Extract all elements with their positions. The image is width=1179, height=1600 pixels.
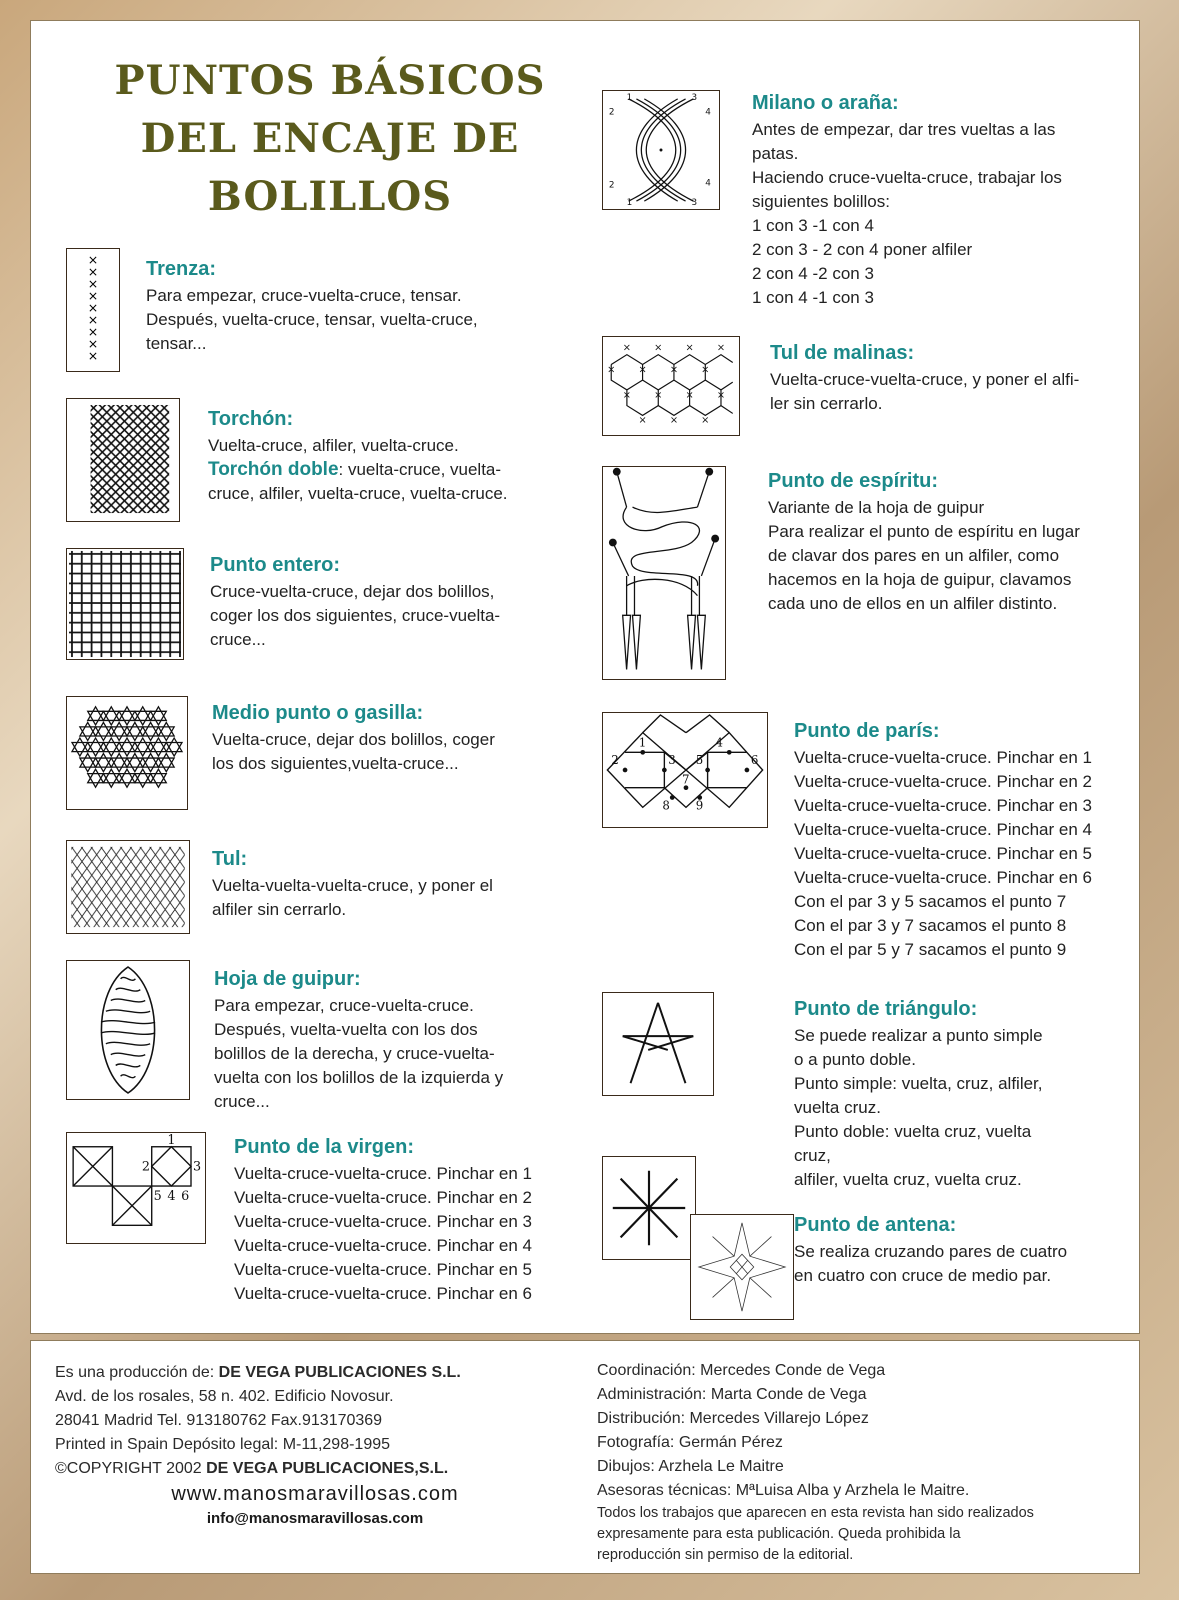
entry-line: Vuelta-cruce-vuelta-cruce. Pinchar en 4: [794, 820, 1092, 839]
entry-line: Punto simple: vuelta, cruz, alfiler,: [794, 1074, 1043, 1093]
credit-line: Fotografía: Germán Pérez: [597, 1434, 783, 1451]
entry-line: Para empezar, cruce-vuelta-cruce.: [214, 996, 474, 1015]
punto-triangulo-diagram: [602, 992, 714, 1096]
tul-malinas-svg: [603, 337, 739, 435]
entry-line: Vuelta-cruce-vuelta-cruce. Pinchar en 4: [234, 1236, 532, 1255]
entry-line: Vuelta-vuelta-vuelta-cruce, y poner el: [212, 876, 493, 895]
producer-line: [55, 1361, 575, 1385]
lattice-triangle-down: [135, 742, 151, 756]
entry-line: tensar...: [146, 334, 207, 353]
lattice-triangle-down: [119, 742, 135, 756]
entry-title: Punto de antena:: [794, 1214, 957, 1236]
lattice-triangle-down: [127, 758, 143, 772]
entry-line: siguientes bolillos:: [752, 192, 890, 211]
credit-line: Coordinación: Mercedes Conde de Vega: [597, 1362, 886, 1379]
trenza-cross-mark: ×: [87, 336, 99, 352]
hoja-guipur-svg: [67, 961, 189, 1099]
entry-line: Para realizar el punto de espíritu en lugar: [768, 522, 1080, 541]
entry-line: Vuelta-cruce-vuelta-cruce. Pinchar en 2: [794, 772, 1092, 791]
trenza-cross-mark: ×: [87, 348, 99, 364]
credit-line: Dibujos: Arzhela Le Maitre: [597, 1458, 784, 1475]
publisher-info: [55, 1361, 575, 1527]
entry-line: Vuelta-cruce-vuelta-cruce. Pinchar en 5: [794, 844, 1092, 863]
lattice-triangle-up: [119, 769, 135, 783]
lattice-triangle-up: [111, 754, 127, 768]
guipur-weave-line: [121, 977, 136, 980]
lattice-triangle-down: [103, 774, 119, 788]
title-line-3: BOLILLOS: [207, 173, 453, 220]
torchon-svg: [67, 399, 179, 521]
milano-svg: [603, 91, 719, 209]
entry-line: cruce...: [214, 1092, 270, 1111]
lattice-triangle-down: [111, 727, 127, 741]
address-line: Avd. de los rosales, 58 n. 402. Edificio Novosur.: [55, 1388, 394, 1405]
punto-espiritu-diagram: [602, 466, 726, 680]
lattice-triangle-up: [158, 722, 174, 736]
entry-title: Medio punto o gasilla:: [212, 702, 424, 724]
lattice-triangle-up: [135, 769, 151, 783]
entry-line: Para empezar, cruce-vuelta-cruce, tensar.: [146, 286, 462, 305]
entry-line-part: : vuelta-cruce, vuelta-: [338, 460, 502, 479]
entry-line: Vuelta-cruce-vuelta-cruce. Pinchar en 3: [234, 1212, 532, 1231]
lattice-triangle-down: [80, 727, 96, 741]
milano-diagram: [602, 90, 720, 210]
credit-line: Administración: Marta Conde de Vega: [597, 1386, 867, 1403]
paris-num-4: 4: [715, 735, 723, 750]
entry-line: Vuelta-cruce-vuelta-cruce. Pinchar en 6: [234, 1284, 532, 1303]
lattice-triangle-down: [80, 758, 96, 772]
trenza-cross-mark: ×: [87, 275, 99, 291]
credit-line: Distribución: Mercedes Villarejo López: [597, 1410, 869, 1427]
guipur-weave-line: [116, 1064, 141, 1067]
milano-num: 1: [626, 198, 633, 209]
punto-espiritu-svg: [603, 467, 725, 679]
entry-tul-malinas: [770, 342, 1079, 416]
entry-title: Trenza:: [146, 258, 217, 280]
punto-antena-diagram: [602, 1156, 696, 1260]
lattice-triangle-down: [135, 774, 151, 788]
lattice-triangle-down: [96, 727, 112, 741]
entry-punto-triangulo: [794, 998, 1043, 1192]
entry-line: 1 con 3 -1 con 4: [752, 216, 874, 235]
malinas-cross-mark: ×: [716, 342, 726, 354]
entry-title: Punto de la virgen:: [234, 1136, 415, 1158]
guipur-weave-line: [106, 1042, 150, 1045]
entry-line: Cruce-vuelta-cruce, dejar dos bolillos,: [210, 582, 495, 601]
lattice-triangle-down: [158, 727, 174, 741]
entry-line: Variante de la hoja de guipur: [768, 498, 985, 517]
lattice-triangle-down: [96, 758, 112, 772]
medio-punto-diagram: [66, 696, 188, 810]
entry-medio-punto: [212, 702, 495, 776]
guipur-weave-line: [101, 1032, 155, 1035]
entry-title: Tul de malinas:: [770, 342, 915, 364]
torchon-diagram: [66, 398, 180, 522]
lattice-triangle-up: [119, 738, 135, 752]
punto-virgen-svg: [67, 1133, 205, 1243]
entry-line: Con el par 5 y 7 sacamos el punto 9: [794, 940, 1067, 959]
milano-num: 2: [608, 180, 615, 191]
staff-credits: [597, 1359, 1127, 1566]
malinas-cross-mark: ×: [685, 389, 694, 401]
antena-star-diagram: [690, 1214, 794, 1320]
malinas-cross-mark: ×: [654, 342, 663, 354]
lattice-triangle-up: [143, 754, 159, 768]
lattice-triangle-up: [88, 769, 104, 783]
page-title: [60, 52, 600, 226]
punto-paris-svg: [603, 713, 767, 827]
virgen-num-4: 4: [167, 1188, 176, 1204]
entry-line: alfiler sin cerrarlo.: [212, 900, 347, 919]
entry-trenza: [146, 258, 478, 356]
entry-line: Después, vuelta-vuelta con los dos: [214, 1020, 478, 1039]
lattice-triangle-up: [158, 754, 174, 768]
entry-line: hacemos en la hoja de guipur, clavamos: [768, 570, 1072, 589]
entry-line: Se realiza cruzando pares de cuatro: [794, 1242, 1068, 1261]
entry-line: 1 con 4 -1 con 3: [752, 288, 874, 307]
entry-punto-virgen: [234, 1136, 532, 1306]
entry-line: Vuelta-cruce-vuelta-cruce. Pinchar en 2: [234, 1188, 532, 1207]
entry-line: Vuelta-cruce-vuelta-cruce. Pinchar en 6: [794, 868, 1092, 887]
entry-line: Haciendo cruce-vuelta-cruce, trabajar los: [752, 168, 1062, 187]
malinas-cross-mark: ×: [622, 342, 632, 354]
lattice-triangle-down: [127, 727, 143, 741]
antena-star-svg: [691, 1215, 793, 1319]
paris-num-3: 3: [668, 753, 676, 768]
entry-line: 2 con 3 - 2 con 4 poner alfiler: [752, 240, 973, 259]
guipur-weave-line: [121, 1075, 136, 1078]
entry-torchon: [208, 408, 508, 506]
lattice-triangle-up: [127, 722, 143, 736]
malinas-cross-mark: ×: [701, 415, 710, 427]
tul-svg: [67, 841, 189, 933]
entry-hoja-guipur: [214, 968, 503, 1114]
entry-line: ler sin cerrarlo.: [770, 394, 883, 413]
credits-panel: [30, 1340, 1140, 1574]
lattice-triangle-down: [135, 711, 151, 725]
entry-line: Vuelta-cruce-vuelta-cruce. Pinchar en 3: [794, 796, 1092, 815]
virgen-num-1: 1: [167, 1133, 176, 1148]
lattice-triangle-down: [119, 711, 135, 725]
malinas-cross-mark: ×: [607, 364, 616, 376]
paris-num-1: 1: [638, 735, 647, 750]
paris-num-6: 6: [750, 753, 759, 768]
malinas-cross-mark: ×: [622, 389, 632, 401]
credit-line: Asesoras técnicas: MªLuisa Alba y Arzhela le Maitre.: [597, 1482, 970, 1499]
entry-milano: [752, 92, 1062, 310]
malinas-cross-mark: ×: [638, 415, 647, 427]
trenza-cross-mark: ×: [87, 299, 99, 315]
virgen-num-6: 6: [181, 1188, 190, 1204]
entry-line: Vuelta-cruce-vuelta-cruce. Pinchar en 1: [794, 748, 1092, 767]
punto-entero-svg: [67, 549, 183, 659]
lattice-triangle-up: [151, 738, 167, 752]
medio-punto-svg: [67, 697, 187, 809]
entry-line: Punto doble: vuelta cruz, vuelta: [794, 1122, 1032, 1141]
trenza-cross-mark: ×: [87, 263, 99, 279]
lattice-triangle-up: [103, 707, 119, 721]
trenza-cross-mark: ×: [87, 287, 99, 303]
entry-punto-antena: [794, 1214, 1067, 1288]
entry-line: alfiler, vuelta cruz, vuelta cruz.: [794, 1170, 1022, 1189]
malinas-cross-mark: ×: [654, 389, 663, 401]
tul-malinas-diagram: [602, 336, 740, 436]
entry-line: de clavar dos pares en un alfiler, como: [768, 546, 1060, 565]
email-link[interactable]: info@manosmaravillosas.com: [206, 1510, 424, 1527]
entry-line: coger los dos siguientes, cruce-vuelta-: [210, 606, 501, 625]
entry-line: patas.: [752, 144, 799, 163]
paris-num-8: 8: [662, 798, 670, 813]
trenza-cross-mark: ×: [87, 324, 99, 339]
lattice-triangle-up: [88, 738, 104, 752]
lattice-triangle-up: [80, 722, 96, 736]
lattice-triangle-up: [151, 707, 167, 721]
tul-diagram: [66, 840, 190, 934]
entry-title: Milano o araña:: [752, 92, 899, 114]
entry-title: Punto de parís:: [794, 720, 940, 742]
trenza-cross-mark: ×: [87, 311, 99, 327]
lattice-triangle-down: [88, 742, 104, 756]
lattice-triangle-up: [135, 707, 151, 721]
malinas-cross-mark: ×: [638, 364, 647, 376]
trenza-svg: [67, 249, 119, 371]
lattice-triangle-up: [151, 769, 167, 783]
entry-line: Vuelta-cruce, alfiler, vuelta-cruce.: [208, 436, 459, 455]
entry-punto-espiritu: [768, 470, 1080, 616]
entry-line: cruz,: [794, 1146, 831, 1165]
lattice-triangle-down: [158, 758, 174, 772]
entry-title: Tul:: [212, 848, 248, 870]
malinas-cross-mark: ×: [701, 364, 710, 376]
paris-num-2: 2: [611, 753, 619, 768]
entry-line: bolillos de la derecha, y cruce-vuelta-: [214, 1044, 495, 1063]
entry-title: Punto de triángulo:: [794, 998, 978, 1020]
malinas-cross-mark: ×: [669, 364, 679, 376]
notice-line: expresamente para esta publicación. Queda prohibida la: [597, 1526, 961, 1542]
lattice-triangle-down: [88, 711, 104, 725]
milano-num: 1: [626, 92, 633, 103]
milano-num: 3: [691, 92, 698, 103]
guipur-weave-line: [101, 1021, 155, 1024]
entry-line: 2 con 4 -2 con 3: [752, 264, 874, 283]
lattice-triangle-down: [88, 774, 104, 788]
guipur-weave-line: [111, 999, 145, 1002]
hoja-guipur-diagram: [66, 960, 190, 1100]
entry-line: Se puede realizar a punto simple: [794, 1026, 1043, 1045]
lattice-triangle-up: [143, 722, 159, 736]
lattice-triangle-up: [135, 738, 151, 752]
entry-line: en cuatro con cruce de medio par.: [794, 1266, 1052, 1285]
punto-triangulo-svg: [603, 993, 713, 1095]
entry-line: cruce, alfiler, vuelta-cruce, vuelta-cruce.: [208, 484, 508, 503]
lattice-triangle-up: [96, 722, 112, 736]
entry-line: Vuelta-cruce-vuelta-cruce. Pinchar en 5: [234, 1260, 532, 1279]
lattice-triangle-down: [151, 742, 167, 756]
entry-title: Torchón:: [208, 408, 294, 430]
entry-line: Con el par 3 y 5 sacamos el punto 7: [794, 892, 1067, 911]
lattice-triangle-down: [166, 742, 182, 756]
paris-num-9: 9: [695, 798, 704, 813]
milano-num: 2: [608, 107, 615, 118]
entry-line: Vuelta-cruce, dejar dos bolillos, coger: [212, 730, 495, 749]
entry-line: Vuelta-cruce-vuelta-cruce, y poner el alfi-: [770, 370, 1080, 389]
lattice-triangle-up: [80, 754, 96, 768]
milano-num: 4: [705, 178, 711, 189]
lattice-triangle-up: [103, 738, 119, 752]
virgen-num-5: 5: [153, 1188, 162, 1204]
punto-paris-diagram: [602, 712, 768, 828]
trenza-cross-mark: ×: [87, 251, 99, 267]
milano-num: 3: [691, 198, 698, 209]
copyright-prefix: ©COPYRIGHT 2002: [55, 1460, 207, 1477]
legal-line: Printed in Spain Depósito legal: M-11,298-1995: [55, 1436, 391, 1453]
entry-punto-paris: [794, 720, 1092, 962]
copyright-line: [55, 1457, 575, 1481]
entry-tul: [212, 848, 493, 922]
malinas-cross-mark: ×: [685, 342, 694, 354]
phone-line: 28041 Madrid Tel. 913180762 Fax.913170369: [55, 1412, 383, 1429]
virgen-num-3: 3: [192, 1159, 202, 1175]
entry-line: vuelta con los bolillos de la izquierda y: [214, 1068, 504, 1087]
entry-line: cada uno de ellos en un alfiler distinto.: [768, 594, 1058, 613]
milano-num: 4: [705, 107, 711, 118]
notice-line: reproducción sin permiso de la editorial.: [597, 1547, 854, 1563]
entry-title: Hoja de guipur:: [214, 968, 361, 990]
torchon-doble-label: Torchón doble: [208, 459, 339, 480]
entry-title: Punto entero:: [210, 554, 340, 576]
entry-line: cruce...: [210, 630, 266, 649]
lattice-triangle-down: [151, 711, 167, 725]
lattice-triangle-up: [111, 722, 127, 736]
entry-title: Punto de espíritu:: [768, 470, 938, 492]
virgen-num-2: 2: [141, 1159, 151, 1175]
lattice-triangle-down: [151, 774, 167, 788]
lattice-triangle-down: [103, 711, 119, 725]
malinas-cross-mark: ×: [716, 389, 726, 401]
entry-punto-entero: [210, 554, 500, 652]
punto-entero-diagram: [66, 548, 184, 660]
entry-line: Antes de empezar, dar tres vueltas a las: [752, 120, 1056, 139]
lattice-triangle-down: [103, 742, 119, 756]
lattice-triangle-up: [88, 707, 104, 721]
website-link[interactable]: www.manosmaravillosas.com: [171, 1483, 459, 1505]
entry-line: los dos siguientes,vuelta-cruce...: [212, 754, 459, 773]
lattice-triangle-down: [143, 727, 159, 741]
guipur-weave-line: [111, 1053, 145, 1056]
title-line-1: PUNTOS BÁSICOS: [114, 57, 546, 104]
entry-line: Después, vuelta-cruce, tensar, vuelta-cruce,: [146, 310, 478, 329]
producer-prefix: Es una producción de:: [55, 1364, 219, 1381]
entry-line: Con el par 3 y 7 sacamos el punto 8: [794, 916, 1067, 935]
copyright-name: DE VEGA PUBLICACIONES,S.L.: [206, 1460, 449, 1477]
paris-num-5: 5: [695, 753, 704, 768]
producer-name: DE VEGA PUBLICACIONES S.L.: [218, 1364, 461, 1381]
lattice-triangle-up: [103, 769, 119, 783]
lattice-triangle-up: [127, 754, 143, 768]
malinas-cross-mark: ×: [669, 415, 679, 427]
lattice-triangle-down: [119, 774, 135, 788]
entry-line: [208, 458, 508, 482]
lattice-triangle-up: [166, 738, 182, 752]
guipur-weave-line: [106, 1010, 150, 1013]
lattice-triangle-down: [143, 758, 159, 772]
trenza-diagram: [66, 248, 120, 372]
lattice-triangle-down: [111, 758, 127, 772]
punto-antena-svg: [603, 1157, 695, 1259]
lattice-triangle-up: [119, 707, 135, 721]
title-line-2: DEL ENCAJE DE: [140, 115, 520, 162]
paris-num-7: 7: [682, 772, 690, 787]
lattice-triangle-down: [72, 742, 88, 756]
lattice-triangle-up: [72, 738, 88, 752]
entry-line: Vuelta-cruce-vuelta-cruce. Pinchar en 1: [234, 1164, 532, 1183]
lattice-triangle-up: [96, 754, 112, 768]
entry-line: o a punto doble.: [794, 1050, 916, 1069]
entry-line: vuelta cruz.: [794, 1098, 881, 1117]
punto-virgen-diagram: [66, 1132, 206, 1244]
notice-line: Todos los trabajos que aparecen en esta revista han sido realizados: [597, 1505, 1034, 1521]
guipur-weave-line: [116, 988, 141, 991]
